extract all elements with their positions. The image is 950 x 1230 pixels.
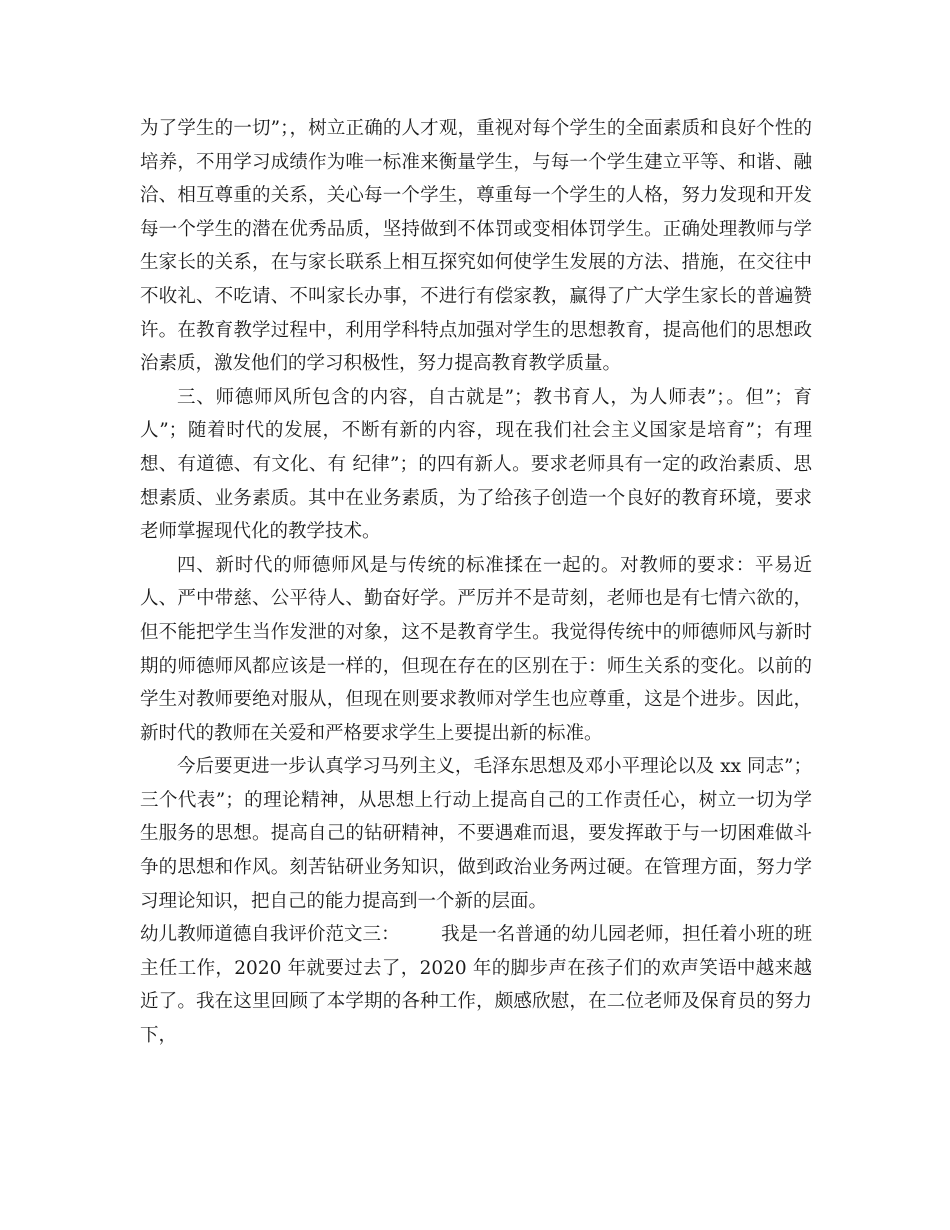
paragraph-future-plan: 今后要更进一步认真学习马列主义，毛泽东思想及邓小平理论以及 xx 同志”；三个代表”；的理论精神，从思想上行动上提高自己的工作责任心，树立一切为学生服务的思想。提高自己的钻研精神，不要遇难而退，要发挥敢于与一切困难做斗争的思想和作风。刻苦钻研业务知识，做到政治业务两过硬。在管理方面，努力学习理论知识，把自己的能力提高到一个新的层面。 (140, 756, 812, 912)
paragraph-continuation: 为了学生的一切”；，树立正确的人才观，重视对每个学生的全面素质和良好个性的培养，不用学习成绩作为唯一标准来衡量学生，与每一个学生建立平等、和谐、融洽、相互尊重的关系，关心每一个学生，尊重每一个学生的人格，努力发现和开发每一个学生的潜在优秀品质，坚持做到不体罚或变相体罚学生。正确处理教师与学生家长的关系，在与家长联系上相互探究如何使学生发展的方法、措施，在交往中不收礼、不吃请、不叫家长办事，不进行有偿家教，赢得了广大学生家长的普遍赞许。在教育教学过程中，利用学科特点加强对学生的思想教育，提高他们的思想政治素质，激发他们的学习积极性，努力提高教育教学质量。 (140, 118, 812, 375)
document-page (140, 112, 812, 1053)
paragraph-section-four: 四、新时代的师德师风是与传统的标准揉在一起的。对教师的要求：平易近人、严中带慈、公平待人、勤奋好学。严厉并不是苛刻，老师也是有七情六欲的，但不能把学生当作发泄的对象，这不是教育学生。我觉得传统中的师德师风与新时期的师德师风都应该是一样的，但现在存在的区别在于：师生关系的变化。以前的学生对教师要绝对服从，但现在则要求教师对学生也应尊重，这是个进步。因此，新时代的教师在关爱和严格要求学生上要提出新的标准。 (140, 554, 812, 744)
paragraph-section-three: 三、师德师风所包含的内容，自古就是”；教书育人，为人师表”；。但”；育人”；随着时代的发展，不断有新的内容，现在我们社会主义国家是培育”；有理想、有道德、有文化、有 纪律”；的四有新人。要求老师具有一定的政治素质、思想素质、业务素质。其中在业务素质，为了给孩子创造一个良好的教育环境，要求老师掌握现代化的教学技术。 (140, 386, 812, 543)
paragraph-sample-three: 幼儿教师道德自我评价范文三： 我是一名普通的幼儿园老师，担任着小班的班主任工作，2020 年就要过去了，2020 年的脚步声在孩子们的欢声笑语中越来越近了。我在这里回顾了本学期的各种工作，颇感欣慰，在二位老师及保育员的努力下， (140, 924, 812, 1047)
